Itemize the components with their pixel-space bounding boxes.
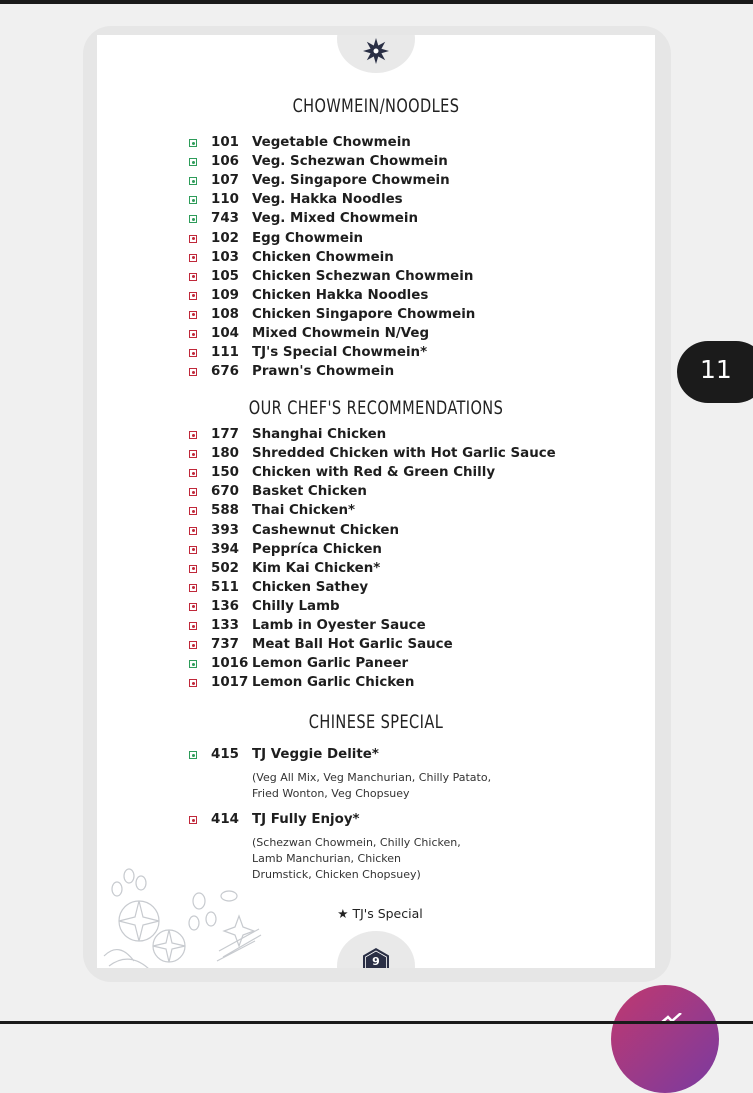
item-name: Lemon Garlic Paneer: [252, 656, 409, 672]
nonveg-indicator-icon: [189, 349, 197, 357]
nonveg-indicator-icon: [189, 603, 197, 611]
item-description: [252, 835, 461, 883]
item-name: TJ Veggie Delite*: [252, 747, 379, 762]
page-indicator-badge[interactable]: [677, 341, 753, 403]
item-name: Veg. Schezwan Chowmein: [252, 154, 448, 170]
item-code: 414: [211, 812, 239, 828]
item-name: Chicken Schezwan Chowmein: [252, 268, 474, 284]
item-code: 105: [211, 268, 239, 284]
veg-indicator-icon: [189, 751, 197, 759]
item-code: 670: [211, 484, 239, 500]
veg-indicator-icon: [189, 215, 197, 223]
item-code: 676: [211, 364, 239, 380]
item-name: TJ Fully Enjoy*: [252, 812, 360, 828]
item-code: 502: [211, 560, 239, 576]
nonveg-indicator-icon: [189, 311, 197, 319]
item-name: Mixed Chowmein N/Veg: [252, 326, 430, 341]
item-name: Lamb in Oyester Sauce: [252, 618, 426, 633]
item-name: Chicken Chowmein: [252, 249, 394, 265]
item-name: Cashewnut Chicken: [252, 522, 399, 538]
nonveg-indicator-icon: [189, 254, 197, 262]
floating-action-button[interactable]: [611, 985, 719, 1093]
menu-page: [97, 35, 655, 968]
page-number-badge: [361, 947, 391, 968]
nonveg-indicator-icon: [189, 431, 197, 439]
item-code: 393: [211, 522, 239, 538]
item-code: 109: [211, 287, 239, 303]
nonveg-indicator-icon: [189, 507, 197, 515]
item-name: Chicken Singapore Chowmein: [252, 306, 476, 322]
item-code: 111: [211, 345, 239, 361]
item-code: 180: [211, 446, 239, 462]
item-name: Peppríca Chicken: [252, 541, 382, 557]
item-code: 107: [211, 173, 239, 189]
item-name: Basket Chicken: [252, 484, 367, 500]
item-name: Chicken with Red & Green Chilly: [252, 465, 496, 481]
item-code: 102: [211, 230, 239, 246]
veg-indicator-icon: [189, 158, 197, 166]
section-title-chinese-special: CHINESE SPECIAL: [308, 711, 444, 733]
item-name: Lemon Garlic Chicken: [252, 675, 415, 691]
item-description-line: Drumstick, Chicken Chopsuey): [252, 868, 421, 882]
nonveg-indicator-icon: [189, 622, 197, 630]
item-name: Vegetable Chowmein: [252, 135, 411, 150]
item-code: 110: [211, 192, 239, 208]
item-description: [252, 770, 491, 802]
nonveg-indicator-icon: [189, 584, 197, 592]
item-code: 177: [211, 427, 239, 442]
veg-indicator-icon: [189, 196, 197, 204]
item-name: Shanghai Chicken: [252, 427, 387, 442]
item-name: Egg Chowmein: [252, 230, 364, 246]
star-anise-icon: [360, 35, 392, 67]
item-code: 106: [211, 154, 239, 170]
item-name: Meat Ball Hot Garlic Sauce: [252, 637, 453, 653]
item-name: Veg. Singapore Chowmein: [252, 173, 450, 189]
nonveg-indicator-icon: [189, 565, 197, 573]
item-code: 1016: [211, 656, 249, 672]
veg-indicator-icon: [189, 660, 197, 668]
item-description-line: Fried Wonton, Veg Chopsuey: [252, 787, 410, 800]
item-code: 737: [211, 637, 239, 653]
page-indicator-text: 11: [700, 355, 732, 384]
item-name: TJ's Special Chowmein*: [252, 345, 428, 361]
nonveg-indicator-icon: [189, 273, 197, 281]
item-code: 150: [211, 465, 239, 481]
item-name: Chilly Lamb: [252, 598, 340, 614]
item-code: 104: [211, 326, 239, 341]
item-code: 101: [211, 135, 239, 150]
top-status-bar: [0, 0, 753, 4]
nonveg-indicator-icon: [189, 816, 197, 824]
item-name: Kim Kai Chicken*: [252, 560, 381, 576]
item-code: 394: [211, 541, 239, 557]
item-code: 103: [211, 249, 239, 265]
nonveg-indicator-icon: [189, 469, 197, 477]
nonveg-indicator-icon: [189, 641, 197, 649]
item-description-line: (Schezwan Chowmein, Chilly Chicken,: [252, 836, 461, 850]
nonveg-indicator-icon: [189, 450, 197, 458]
item-name: Veg. Mixed Chowmein: [252, 211, 419, 227]
item-name: Chicken Hakka Noodles: [252, 287, 429, 303]
nonveg-indicator-icon: [189, 679, 197, 687]
item-code: 588: [211, 503, 239, 519]
section-title-chowmein: CHOWMEIN/NOODLES: [292, 95, 460, 117]
item-code: 415: [211, 747, 239, 762]
nonveg-indicator-icon: [189, 546, 197, 554]
item-name: Thai Chicken*: [252, 503, 356, 519]
tj-special-footnote: ★ TJ's Special: [337, 906, 423, 921]
item-name: Veg. Hakka Noodles: [252, 192, 403, 208]
nonveg-indicator-icon: [189, 527, 197, 535]
nonveg-indicator-icon: [189, 330, 197, 338]
item-code: 511: [211, 579, 239, 595]
nonveg-indicator-icon: [189, 292, 197, 300]
item-name: Chicken Sathey: [252, 579, 369, 595]
item-name: Shredded Chicken with Hot Garlic Sauce: [252, 446, 556, 462]
veg-indicator-icon: [189, 177, 197, 185]
section-title-chef: OUR CHEF'S RECOMMENDATIONS: [248, 397, 504, 419]
item-code: 136: [211, 598, 239, 614]
page-number: 9: [372, 955, 380, 968]
item-code: 133: [211, 618, 239, 633]
item-code: 1017: [211, 675, 249, 691]
veg-indicator-icon: [189, 139, 197, 147]
item-name: Prawn's Chowmein: [252, 364, 395, 380]
item-code: 108: [211, 306, 239, 322]
item-code: 743: [211, 211, 239, 227]
nonveg-indicator-icon: [189, 488, 197, 496]
nonveg-indicator-icon: [189, 368, 197, 376]
item-description-line: (Veg All Mix, Veg Manchurian, Chilly Patato,: [252, 771, 492, 784]
item-description-line: Lamb Manchurian, Chicken: [252, 852, 402, 866]
nonveg-indicator-icon: [189, 235, 197, 243]
